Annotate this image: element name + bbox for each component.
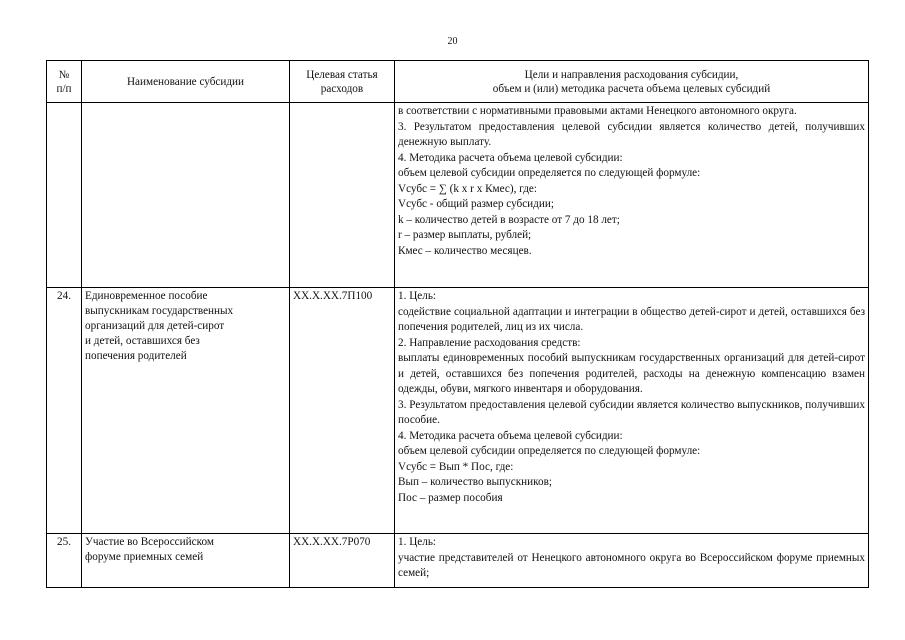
header-subsidy-name: Наименование субсидии (82, 61, 290, 103)
row-target-article: XX.X.XX.7П100 (290, 288, 395, 534)
row-description: 1. Цель: участие представителей от Ненецкого автономного округа во Всероссийском форуме приемных семей; (395, 534, 869, 588)
row-subsidy-name: Единовременное пособие выпускникам государственных организаций для детей-сирот и детей, оставшихся без попечения родителей (82, 288, 290, 534)
row-subsidy-name: Участие во Всероссийском форуме приемных семей (82, 534, 290, 588)
row-subsidy-name (82, 103, 290, 288)
table-row (47, 288, 869, 534)
row-number (47, 103, 82, 288)
subsidy-table (46, 60, 869, 588)
header-target-article: Целевая статья расходов (290, 61, 395, 103)
row-target-article (290, 103, 395, 288)
row-number: 25. (47, 534, 82, 588)
table-row (47, 103, 869, 288)
row-description: в соответствии с нормативными правовыми актами Ненецкого автономного округа. 3. Результатом предоставления целевой субсидии является количество детей, получивших денежную выплату. 4. Методика расчета объема целевой субсидии: объем целевой субсидии определяется по следующей формуле: Vсубс = ∑ (k x r x Кмес), где: Vсубс - общий размер субсидии; k – количество детей в возрасте от 7 до 18 лет; r – размер выплаты, рублей; Кмес – количество месяцев. (395, 103, 869, 288)
row-description: 1. Цель: содействие социальной адаптации и интеграции в общество детей-сирот и детей, оставшихся без попечения родителей, лиц из их числа. 2. Направление расходования средств: выплаты единовременных пособий выпускникам государственных организаций для детей-сирот и детей, оставшихся без попечения родителей, расходы на денежную компенсацию взамен одежды, обуви, мягкого инвентаря и оборудования. 3. Результатом предоставления целевой субсидии является количество выпускников, получивших пособие. 4. Методика расчета объема целевой субсидии: объем целевой субсидии определяется по следующей формуле: Vсубс = Вып * Пос, где: Вып – количество выпускников; Пос – размер пособия (395, 288, 869, 534)
header-goals: Цели и направления расходования субсидии, объем и (или) методика расчета объема целевых субсидий (395, 61, 869, 103)
header-number: № п/п (47, 61, 82, 103)
table-row (47, 534, 869, 588)
row-target-article: XX.X.XX.7Р070 (290, 534, 395, 588)
page-number: 20 (447, 36, 458, 47)
table-header-row (47, 61, 869, 103)
row-number: 24. (47, 288, 82, 534)
